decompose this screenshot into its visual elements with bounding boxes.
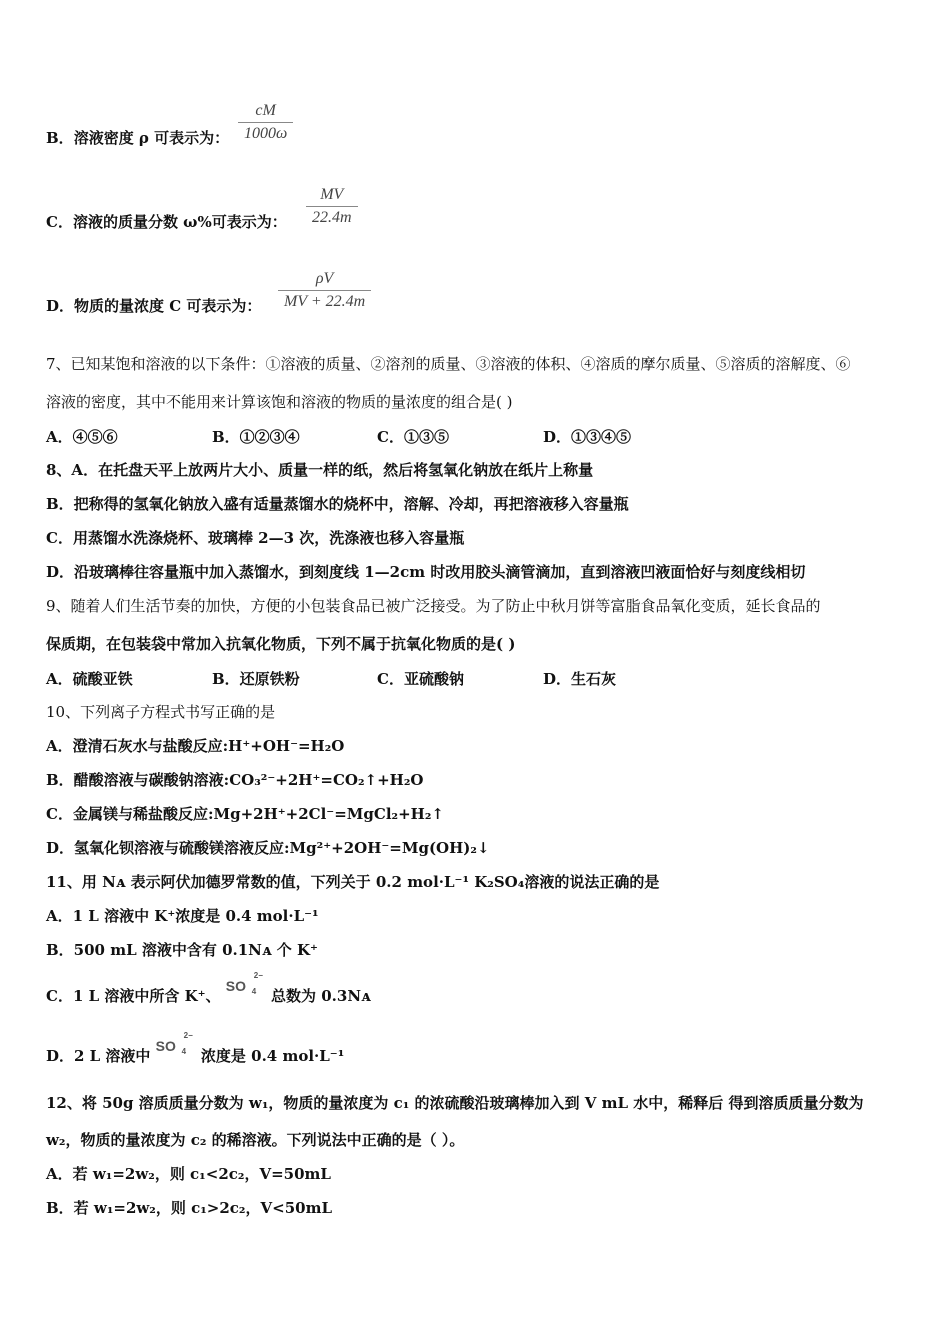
q10-option-a: A．澄清石灰水与盐酸反应:H⁺+OH⁻=H₂O xyxy=(46,737,345,755)
sulfate-ion-formula: SO 2− 4 xyxy=(225,971,263,996)
fraction-denominator: MV + 22.4m xyxy=(278,290,371,313)
q9-option-a: A．硫酸亚铁 xyxy=(46,670,133,688)
fraction-denominator: 1000ω xyxy=(238,122,293,145)
q6-c-fraction xyxy=(306,184,358,229)
fraction-numerator: cM xyxy=(255,102,276,119)
q12-option-b: B．若 w₁=2w₂，则 c₁>2c₂，V<50mL xyxy=(46,1199,333,1217)
q8-option-b: B．把称得的氢氧化钠放入盛有适量蒸馏水的烧杯中，溶解、冷却，再把溶液移入容量瓶 xyxy=(46,495,629,513)
q7-stem-line2: 溶液的密度，其中不能用来计算该饱和溶液的物质的量浓度的组合是( ) xyxy=(46,393,513,411)
q8-option-a: 8、A．在托盘天平上放两片大小、质量一样的纸，然后将氢氧化钠放在纸片上称量 xyxy=(46,461,594,479)
q6-option-b: B．溶液密度 ρ 可表示为： xyxy=(46,129,230,147)
q10-option-d: D．氢氧化钡溶液与硫酸镁溶液反应:Mg²⁺+2OH⁻=Mg(OH)₂↓ xyxy=(46,839,490,857)
q12-stem-line2: w₂，物质的量浓度为 c₂ 的稀溶液。下列说法中正确的是（ ）。 xyxy=(46,1131,465,1149)
sulfate-ion-formula: SO 2− 4 xyxy=(155,1031,193,1056)
q8-option-d: D．沿玻璃棒往容量瓶中加入蒸馏水，到刻度线 1—2cm 时改用胶头滴管滴加，直到溶液凹液面恰好与刻度线相切 xyxy=(46,563,806,581)
q7-option-c: C．①③⑤ xyxy=(377,428,449,446)
q7-stem-line1: 7、已知某饱和溶液的以下条件：①溶液的质量、②溶剂的质量、③溶液的体积、④溶质的摩尔质量、⑤溶质的溶解度、⑥ xyxy=(46,355,851,373)
q11-option-b: B．500 mL 溶液中含有 0.1Nᴀ 个 K⁺ xyxy=(46,941,318,959)
fraction-numerator: ρV xyxy=(315,270,334,287)
fraction-denominator: 22.4m xyxy=(306,206,358,229)
q6-option-c: C．溶液的质量分数 ω%可表示为： xyxy=(46,213,287,231)
q11-option-a: A．1 L 溶液中 K⁺浓度是 0.4 mol·L⁻¹ xyxy=(46,907,319,925)
q10-option-c: C．金属镁与稀盐酸反应:Mg+2H⁺+2Cl⁻=MgCl₂+H₂↑ xyxy=(46,805,444,823)
q7-option-d: D．①③④⑤ xyxy=(543,428,632,446)
q10-stem: 10、下列离子方程式书写正确的是 xyxy=(46,703,276,721)
q7-option-a: A．④⑤⑥ xyxy=(46,428,118,446)
q10-option-b: B．醋酸溶液与碳酸钠溶液:CO₃²⁻+2H⁺=CO₂↑+H₂O xyxy=(46,771,424,789)
q9-option-b: B．还原铁粉 xyxy=(212,670,300,688)
q12-option-a: A．若 w₁=2w₂，则 c₁<2c₂，V=50mL xyxy=(46,1165,331,1183)
q9-option-d: D．生石灰 xyxy=(543,670,617,688)
q9-stem-line1: 9、随着人们生活节奏的加快，方便的小包装食品已被广泛接受。为了防止中秋月饼等富脂食品氧化变质，延长食品的 xyxy=(46,597,821,615)
q12-stem-line1: 12、将 50g 溶质质量分数为 w₁，物质的量浓度为 c₁ 的浓硫酸沿玻璃棒加入到 V mL 水中，稀释后 得到溶质质量分数为 xyxy=(46,1094,864,1112)
q11-option-d: D．2 L 溶液中 SO 2− 4 浓度是 0.4 mol·L⁻¹ xyxy=(46,1031,345,1065)
fraction-numerator: MV xyxy=(320,186,344,203)
q11-option-c: C．1 L 溶液中所含 K⁺、 SO 2− 4 总数为 0.3Nᴀ xyxy=(46,971,371,1005)
q6-option-d: D．物质的量浓度 C 可表示为： xyxy=(46,297,262,315)
q11-stem: 11、用 Nᴀ 表示阿伏加德罗常数的值，下列关于 0.2 mol·L⁻¹ K₂SO₄溶液的说法正确的是 xyxy=(46,873,660,891)
q9-stem-line2: 保质期，在包装袋中常加入抗氧化物质，下列不属于抗氧化物质的是( ) xyxy=(46,635,516,653)
q9-option-c: C．亚硫酸钠 xyxy=(377,670,464,688)
q8-option-c: C．用蒸馏水洗涤烧杯、玻璃棒 2—3 次，洗涤液也移入容量瓶 xyxy=(46,529,465,547)
q6-b-fraction xyxy=(238,100,293,145)
q7-option-b: B．①②③④ xyxy=(212,428,300,446)
q6-d-fraction xyxy=(278,268,371,313)
